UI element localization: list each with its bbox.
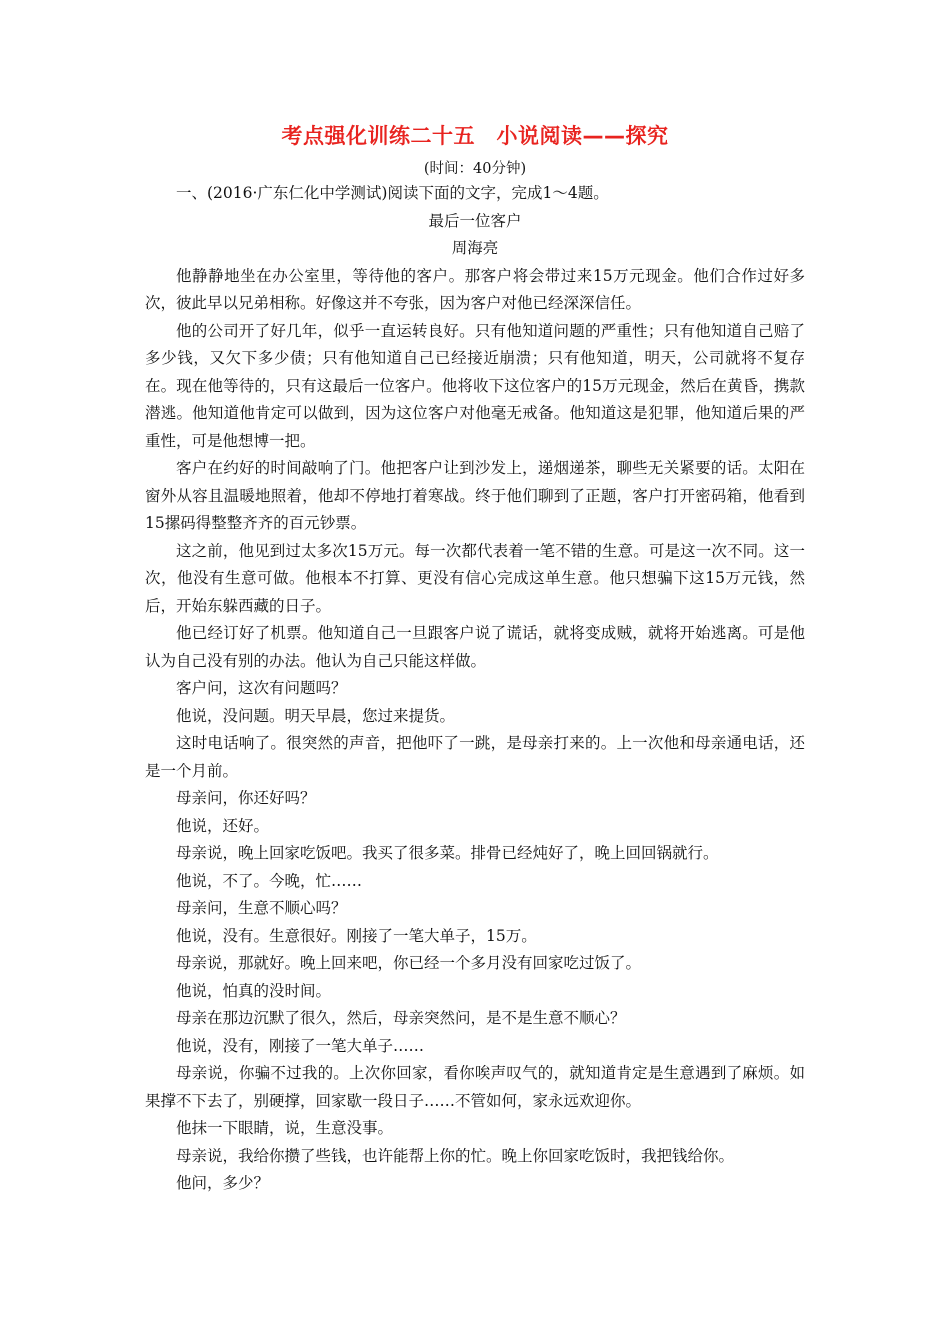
paragraph: 他说，没问题。明天早晨，您过来提货。	[176, 706, 456, 725]
paragraph: 客户在约好的时间敲响了门。他把客户让到沙发上，递烟递茶，聊些无关紧要的话。太阳在窗外从容且温暖地照着，他却不停地打着寒战。终于他们聊到了正题，客户打开密码箱，他看到15摞码得整整齐齐的百元钞票。	[145, 459, 805, 532]
paragraph: 他说，没有，刚接了一笔大单子……	[176, 1036, 425, 1055]
paragraph: 母亲说，我给你攒了些钱，也许能帮上你的忙。晚上你回家吃饭时，我把钱给你。	[176, 1146, 735, 1165]
paragraph: 他问，多少？	[176, 1174, 270, 1192]
paragraph: 这之前，他见到过太多次15万元。每一次都代表着一笔不错的生意。可是这一次不同。这一次，他没有生意可做。他根本不打算、更没有信心完成这单生意。他只想骗下这15万元钱，然后，开始东躲西藏的日子。	[145, 541, 805, 615]
paragraph: 母亲问，你还好吗？	[176, 789, 316, 807]
paragraph: 他说，还好。	[176, 816, 270, 835]
paragraph: 他说，不了。今晚，忙……	[176, 871, 363, 890]
paragraph: 他说，怕真的没时间。	[176, 981, 332, 1000]
page-title: 考点强化训练二十五 小说阅读——探究	[281, 124, 669, 148]
paragraph: 他已经订好了机票。他知道自己一旦跟客户说了谎话，就将变成贼，就将开始逃离。可是他认为自己没有别的办法。他认为自己只能这样做。	[145, 624, 805, 670]
paragraph: 母亲在那边沉默了很久，然后，母亲突然问，是不是生意不顺心？	[176, 1009, 626, 1027]
story-title: 最后一位客户	[428, 211, 522, 230]
paragraph: 母亲说，那就好。晚上回来吧，你已经一个多月没有回家吃过饭了。	[176, 954, 642, 972]
paragraph: 母亲问，生意不顺心吗？	[176, 899, 347, 917]
paragraph: 客户问，这次有问题吗？	[176, 679, 347, 697]
time-note: (时间：40分钟)	[423, 161, 527, 177]
paragraph: 这时电话响了。很突然的声音，把他吓了一跳，是母亲打来的。上一次他和母亲通电话，还是一个月前。	[145, 734, 805, 780]
paragraph: 他的公司开了好几年，似乎一直运转良好。只有他知道问题的严重性；只有他知道自己赔了多少钱，又欠下多少债；只有他知道自己已经接近崩溃；只有他知道，明天，公司就将不复存在。现在他等待的，只有这最后一位客户。他将收下这位客户的15万元现金，然后在黄昏，携款潜逃。他知道他肯定可以做到，因为这位客户对他毫无戒备。他知道这是犯罪，他知道后果的严重性，可是他想博一把。	[145, 321, 805, 450]
paragraph: 他说，没有。生意很好。刚接了一笔大单子，15万。	[176, 926, 537, 945]
paragraph: 他静静地坐在办公室里，等待他的客户。那客户将会带过来15万元现金。他们合作过好多次，彼此早以兄弟相称。好像这并不夸张，因为客户对他已经深深信任。	[145, 266, 805, 312]
paragraph: 他抹一下眼睛，说，生意没事。	[176, 1119, 394, 1137]
paragraph: 母亲说，你骗不过我的。上次你回家，看你唉声叹气的，就知道肯定是生意遇到了麻烦。如果撑不下去了，别硬撑，回家歇一段日子……不管如何，家永远欢迎你。	[145, 1064, 805, 1110]
story-author: 周海亮	[451, 239, 499, 257]
document-body	[145, 180, 805, 1198]
task-instruction: 一、(2016·广东仁化中学测试)阅读下面的文字，完成1～4题。	[176, 184, 609, 202]
paragraph: 母亲说，晚上回家吃饭吧。我买了很多菜。排骨已经炖好了，晚上回回锅就行。	[176, 844, 719, 862]
